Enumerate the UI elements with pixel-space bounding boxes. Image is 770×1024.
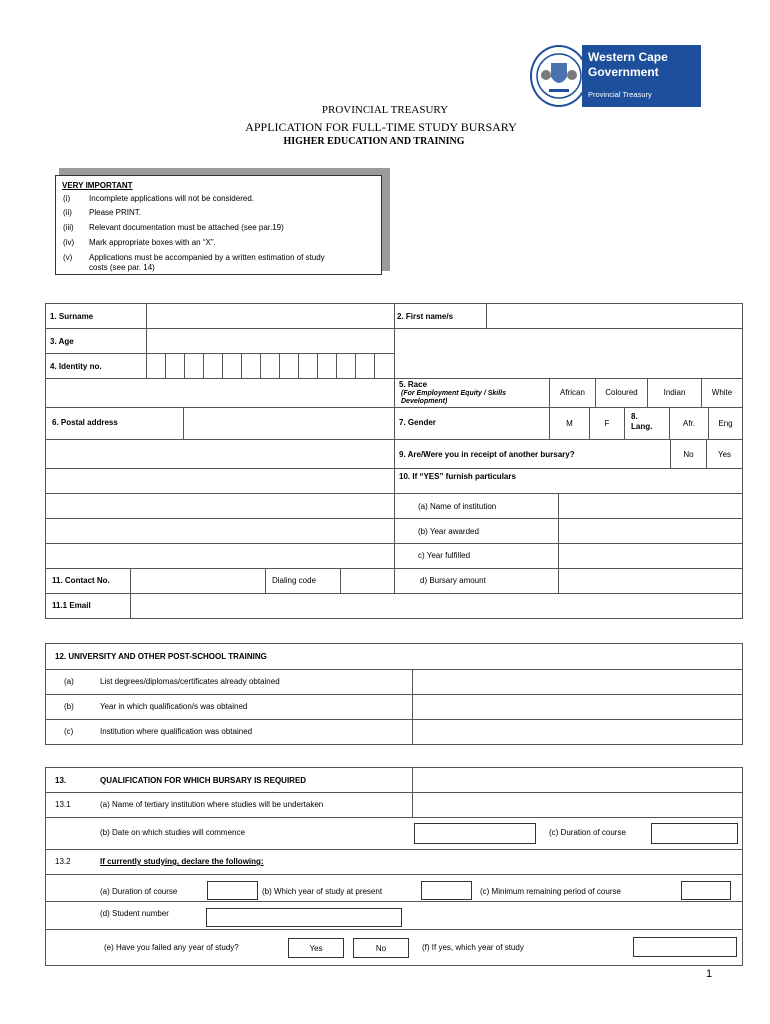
age-field[interactable]: [146, 328, 395, 354]
identity-label: 4. Identity no.: [50, 362, 102, 371]
tertiary-institution-field[interactable]: [412, 792, 743, 818]
b-year-label: (b) Which year of study at present: [262, 887, 383, 896]
duration-label: (c) Duration of course: [549, 828, 626, 837]
university-section: [45, 643, 742, 744]
bursary-amount-field[interactable]: [558, 568, 743, 594]
qualification-section: [45, 767, 742, 965]
university-text: Year in which qualification/s was obtained: [100, 702, 248, 711]
important-text-cont: costs (see par. 14): [89, 263, 155, 272]
logo-line2: Government: [588, 65, 659, 79]
particular-name-label: (a) Name of institution: [418, 502, 497, 511]
logo-line1: Western Cape: [588, 50, 668, 64]
coat-of-arms-icon: [530, 45, 588, 107]
age-label: 3. Age: [50, 337, 74, 346]
d-student-label: (d) Student number: [100, 909, 169, 918]
university-title: 12. UNIVERSITY AND OTHER POST-SCHOOL TRAINING: [55, 652, 267, 661]
qualification-num: 13.: [55, 776, 67, 785]
important-box: [55, 175, 382, 275]
a-duration-field[interactable]: [207, 881, 258, 900]
university-num: (a): [64, 677, 74, 686]
student-number-field[interactable]: [206, 908, 402, 927]
qualification-year-field[interactable]: [412, 694, 743, 720]
race-option-coloured[interactable]: Coloured: [595, 378, 648, 408]
postal-field[interactable]: [183, 407, 395, 440]
duration-field[interactable]: [651, 823, 738, 844]
b-year-field[interactable]: [421, 881, 472, 900]
lang-option-afr[interactable]: Afr.: [669, 407, 709, 440]
other-bursary-label: 9. Are/Were you in receipt of another bursary?: [399, 450, 575, 459]
important-num: (v): [63, 253, 73, 262]
surname-label: 1. Surname: [50, 312, 94, 321]
gender-label: 7. Gender: [399, 418, 436, 427]
c-min-field[interactable]: [681, 881, 731, 900]
personal-section: [45, 303, 742, 618]
if-yes-label: 10. If “YES” furnish particulars: [399, 472, 516, 481]
r132-num: 13.2: [55, 857, 71, 866]
important-text: Incomplete applications will not be considered.: [89, 194, 254, 203]
qualification-title: QUALIFICATION FOR WHICH BURSARY IS REQUIRED: [100, 776, 307, 785]
c-min-label: (c) Minimum remaining period of course: [480, 887, 621, 896]
page-number: 1: [706, 968, 713, 980]
year-fulfilled-field[interactable]: [558, 543, 743, 569]
race-option-african[interactable]: African: [549, 378, 596, 408]
bursary-no-box[interactable]: No: [670, 439, 707, 469]
important-num: (iii): [63, 223, 74, 232]
f-which-label: (f) If yes, which year of study: [422, 943, 524, 952]
postal-label: 6. Postal address: [52, 418, 118, 427]
race-note: (For Employment Equity / Skills: [401, 390, 507, 397]
lang-label-cont: Lang.: [631, 422, 653, 431]
gender-option-f[interactable]: F: [589, 407, 625, 440]
r132-text: If currently studying, declare the following:: [100, 857, 264, 866]
race-note-cont: Development): [401, 398, 448, 405]
important-text: Mark appropriate boxes with an “X”.: [89, 238, 216, 247]
degrees-field[interactable]: [412, 669, 743, 695]
logo-line3: Provincial Treasury: [588, 90, 652, 99]
institution-name-field[interactable]: [558, 493, 743, 519]
first-names-field[interactable]: [486, 303, 743, 329]
lang-label: 8.: [631, 412, 638, 421]
form-title: APPLICATION FOR FULL-TIME STUDY BURSARY: [245, 120, 517, 134]
email-field[interactable]: [130, 593, 743, 619]
important-title: VERY IMPORTANT: [62, 181, 133, 190]
particular-amount-label: d) Bursary amount: [420, 576, 486, 585]
important-num: (iv): [63, 238, 75, 247]
qualification-field[interactable]: [412, 767, 743, 793]
important-text: Relevant documentation must be attached (see par.19): [89, 223, 284, 232]
failed-yes-box[interactable]: Yes: [288, 938, 344, 958]
date-commence-label: (b) Date on which studies will commence: [100, 828, 245, 837]
race-option-indian[interactable]: Indian: [647, 378, 702, 408]
qualification-institution-field[interactable]: [412, 719, 743, 745]
university-text: Institution where qualification was obtained: [100, 727, 253, 736]
failed-no-box[interactable]: No: [353, 938, 409, 958]
email-label: 11.1 Email: [52, 601, 91, 610]
r131-num: 13.1: [55, 800, 71, 809]
important-num: (ii): [63, 208, 72, 217]
surname-field[interactable]: [146, 303, 395, 329]
dept-name: PROVINCIAL TREASURY: [321, 104, 449, 116]
e-failed-label: (e) Have you failed any year of study?: [104, 943, 239, 952]
first-names-label: 2. First name/s: [397, 312, 454, 321]
contact-label: 11. Contact No.: [52, 576, 110, 585]
western-cape-logo: [530, 45, 701, 107]
date-commence-field[interactable]: [414, 823, 536, 844]
bursary-yes-box[interactable]: Yes: [706, 439, 743, 469]
failed-year-field[interactable]: [633, 937, 737, 957]
gender-option-m[interactable]: M: [549, 407, 590, 440]
a-duration-label: (a) Duration of course: [100, 887, 178, 896]
lang-option-eng[interactable]: Eng: [708, 407, 743, 440]
race-option-white[interactable]: White: [701, 378, 743, 408]
university-num: (b): [64, 702, 74, 711]
important-num: (i): [63, 194, 71, 203]
r131-text: (a) Name of tertiary institution where studies will be undertaken: [100, 800, 324, 809]
dialing-field[interactable]: [340, 568, 395, 594]
university-num: (c): [64, 727, 74, 736]
race-label: 5. Race: [399, 380, 428, 389]
important-text: Please PRINT.: [89, 208, 142, 217]
year-awarded-field[interactable]: [558, 518, 743, 544]
form-subtitle: HIGHER EDUCATION AND TRAINING: [283, 136, 465, 147]
dialing-label: Dialing code: [272, 576, 317, 585]
particular-fulfilled-label: c) Year fulfilled: [418, 551, 471, 560]
university-text: List degrees/diplomas/certificates already obtained: [100, 677, 280, 686]
important-text: Applications must be accompanied by a written estimation of study: [89, 253, 325, 262]
particular-year-label: (b) Year awarded: [418, 527, 479, 536]
contact-field[interactable]: [130, 568, 266, 594]
